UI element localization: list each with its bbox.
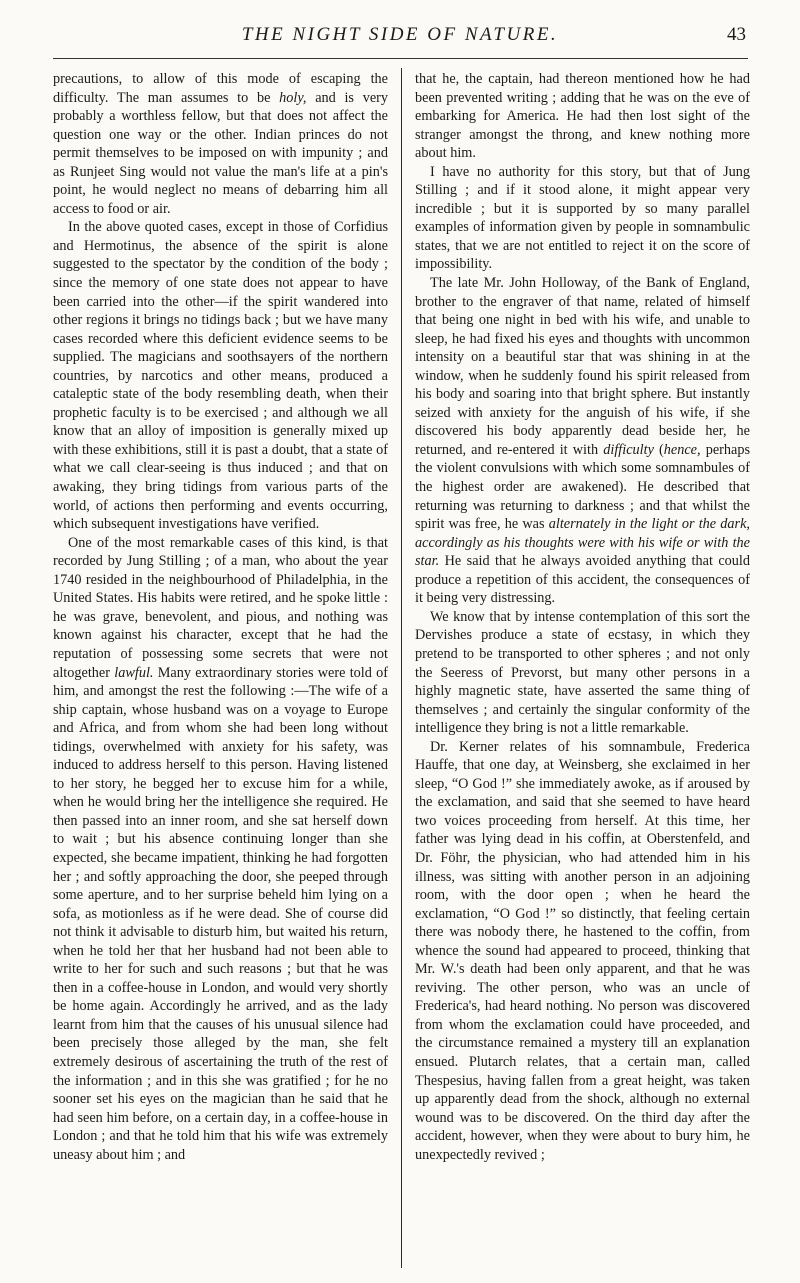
text-run: and is very probably a worthless fellow, but that does not affect the question one way or the other. Indian princes do not permit themselves to be imposed on with impunity ; and as Runjeet Sing would not value the man's life at a pin's point, he would neglect no means of debarring him all access to food or air.: [53, 89, 389, 217]
page-number: 43: [727, 24, 746, 45]
paragraph: In the above quoted cases, except in those of Corfidius and Hermotinus, the absence of the spirit is alone suggested to the spectator by the condition of the body ; since the memory of one state does not appear to have been carried into the other—if the spirit wandered into other regions it brings no tidings back ; but we have many cases recorded where this deficient evidence seems to be supplied. The magicians and soothsayers of the northern countries, by narcotics and other means, produced a cataleptic state of the body resembling death, when their prophetic faculty is to be exercised ; and although we all know that an alloy of imposition is generally mixed up with these exhibitions, still it is past a doubt, that a state of what we call clear-seeing is thus induced ; and that on awaking, they bring tidings from various parts of the world, of actions then performing and events occurring, which subsequent investigations have verified.: [53, 219, 388, 533]
text-run: precautions, to allow of this mode of escaping the difficulty. The man assumes to be: [53, 71, 388, 106]
paragraph: I have no authority for this story, but that of Jung Stilling ; and if it stood alone, it might appear very incredible ; but it is supported by so many parallel examples of information given by people in somnambulic states, that we are not entitled to reject it on the score of impossibility.: [415, 163, 750, 273]
italic-text: alternately in the light or the dark, accordingly as his thoughts were with his wife or with the star.: [415, 516, 750, 570]
paragraph: [415, 274, 750, 608]
text-run: Many extraordinary stories were told of him, and amongst the rest the following :—The wife of a ship captain, whose husband was on a voyage to Europe and Africa, and from whom she had been long without tidings, overwhelmed with anxiety for his safety, was induced to address herself to this person. Having listened to her story, he begged her to excuse him for a while, when he would bring her the intelligence she required. He then passed into an inner room, and she sat herself down to wait ; but his absence continuing longer than she expected, she became impatient, thinking he had forgotten her ; and softly approaching the door, she peeped through some aperture, and to her surprise beheld him lying on a sofa, as motionless as if he were dead. She of course did not think it advisable to disturb him, but waited his return, when he told her that her husband had not been able to write to her for such and such reasons ; but that he was then in a coffee-house in London, and would very shortly be home again. Accordingly he arrived, and as the lady learnt from him that the causes of his unusual silence had been precisely those alleged by the man, she felt extremely desirous of ascertaining the truth of the rest of the information ; and in this she was gratified ; for he no sooner set his eyes on the magician than he said that he had seen him before, on a certain day, in a coffee-house in London ; and that he told him that his wife was extremely uneasy about him ; and: [53, 664, 389, 1163]
paragraph: We know that by intense contemplation of this sort the Dervishes produce a state of ecstasy, in which they pretend to be transported to other spheres ; and not only the Seeress of Prevorst, but many other persons in a highly magnetic state, have asserted the same thing of themselves ; and certainly the singular conformity of the intelligence they bring is not a little remarkable.: [415, 608, 750, 737]
paragraph: Dr. Kerner relates of his somnambule, Frederica Hauffe, that one day, at Weinsberg, she exclaimed in her sleep, “O God !” she immediately awoke, as if aroused by the exclamation, and said that she seemed to have heard two voices proceeding from herself. At this time, her father was lying dead in his coffin, at Oberstenfeld, and Dr. Föhr, the physician, who had attended him in his illness, was sitting with another person in an adjoining room, with the door open ; when he heard the exclamation, “O God !” so distinctly, that feeling certain there was nobody there, he hastened to the coffin, from whence the sound had appeared to proceed, thinking that Mr. W.'s death had been only apparent, and that he was reviving. The other person, who was an uncle of Frederica's, had heard nothing. No person was discovered from whom the exclamation could have proceeded, and the circumstance remained a mystery till an explanation ensued. Plutarch relates, that a certain man, called Thespesius, having fallen from a great height, was taken up apparently dead from the shock, although no external wound was to be discovered. On the third day after the accident, however, when they were about to bury him, he unexpectedly revived ;: [415, 738, 750, 1163]
paragraph: [53, 534, 388, 1165]
text-run: (: [659, 441, 664, 458]
right-column: [415, 70, 750, 1164]
text-run: The late Mr. John Holloway, of the Bank of England, brother to the engraver of that name, related of himself that being one night in bed with his wife, and unable to sleep, he had fixed his eyes and thoughts with uncommon intensity on a beautiful star that was shining in at the window, when he suddenly found his spirit released from his body and soaring into that bright sphere. But instantly seized with anxiety for the anguish of his wife, if she discovered his body apparently dead beside her, he returned, and re-entered it with: [415, 275, 750, 458]
italic-text: lawful.: [114, 664, 154, 681]
text-run: One of the most remarkable cases of this kind, is that recorded by Jung Stilling ; of a man, who about the year 1740 resided in the neighbourhood of Philadelphia, in the United States. His habits were retired, and he spoke little : he was grave, benevolent, and pious, and nothing was known against his character, except that he had the reputation of possessing some secrets that were not altogether: [53, 534, 388, 681]
text-run: He said that he always avoided anything that could produce a repetition of this accident, the consequences of it being very distressing.: [415, 553, 751, 607]
text-run: perhaps the violent convulsions with which some somnambules of the highest order are awakened). He described that returning was returning to darkness ; and that whilst the spirit was free, he was: [415, 441, 751, 533]
italic-text: difficulty: [603, 441, 654, 458]
left-column: [53, 70, 388, 1164]
running-title: THE NIGHT SIDE OF NATURE.: [241, 24, 559, 45]
column-divider: [401, 68, 402, 1268]
header-rule: [53, 58, 748, 59]
paragraph: that he, the captain, had thereon mentioned how he had been prevented writing ; adding that he was on the eve of embarking for America. He had then lost sight of the stranger amongst the throng, and knew nothing more about him.: [415, 71, 750, 162]
italic-text: hence,: [663, 441, 701, 458]
paragraph: [53, 70, 388, 218]
italic-text: holy,: [279, 89, 307, 106]
running-head: [0, 24, 800, 52]
